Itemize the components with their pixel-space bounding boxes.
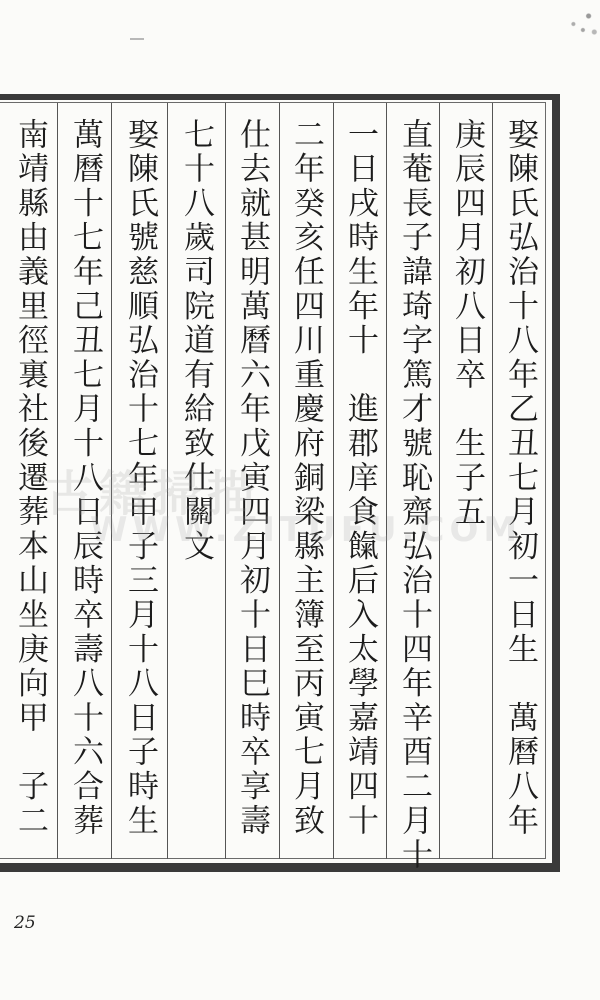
text-column-10: 南靖縣由義里徑裏社後遷葬本山坐庚向甲 子二 bbox=[12, 118, 48, 839]
text-column-9: 萬曆十七年己丑七月十八日辰時卒壽八十六合葬 bbox=[67, 118, 103, 839]
text-column-6: 仕去就甚明萬曆六年戊寅四月初十日巳時卒享壽 bbox=[234, 118, 270, 839]
scan-mark bbox=[130, 38, 144, 40]
page-number: 25 bbox=[14, 913, 36, 933]
watermark-url: WWW.ZITUFU.COM bbox=[90, 510, 523, 550]
text-column-8: 娶陳氏號慈順弘治十七年甲子三月十八日子時生 bbox=[122, 118, 158, 839]
text-column-4: 一日戌時生年十 進郡庠食餼后入太學嘉靖四十 bbox=[342, 118, 378, 839]
text-column-1: 娶陳氏弘治十八年乙丑七月初一日生 萬曆八年 bbox=[502, 118, 538, 839]
text-column-3: 直菴長子諱琦字篤才號恥齋弘治十四年辛酉二月十 bbox=[396, 118, 432, 873]
scan-artifact bbox=[562, 0, 600, 40]
watermark-text: 古籍掃描 bbox=[45, 466, 262, 522]
text-column-2: 庚辰四月初八日卒 生子五 bbox=[449, 118, 485, 530]
text-column-7: 七十八歲司院道有給致仕關文 bbox=[178, 118, 214, 564]
text-column-5: 二年癸亥任四川重慶府銅梁縣主簿至丙寅七月致 bbox=[288, 118, 324, 839]
